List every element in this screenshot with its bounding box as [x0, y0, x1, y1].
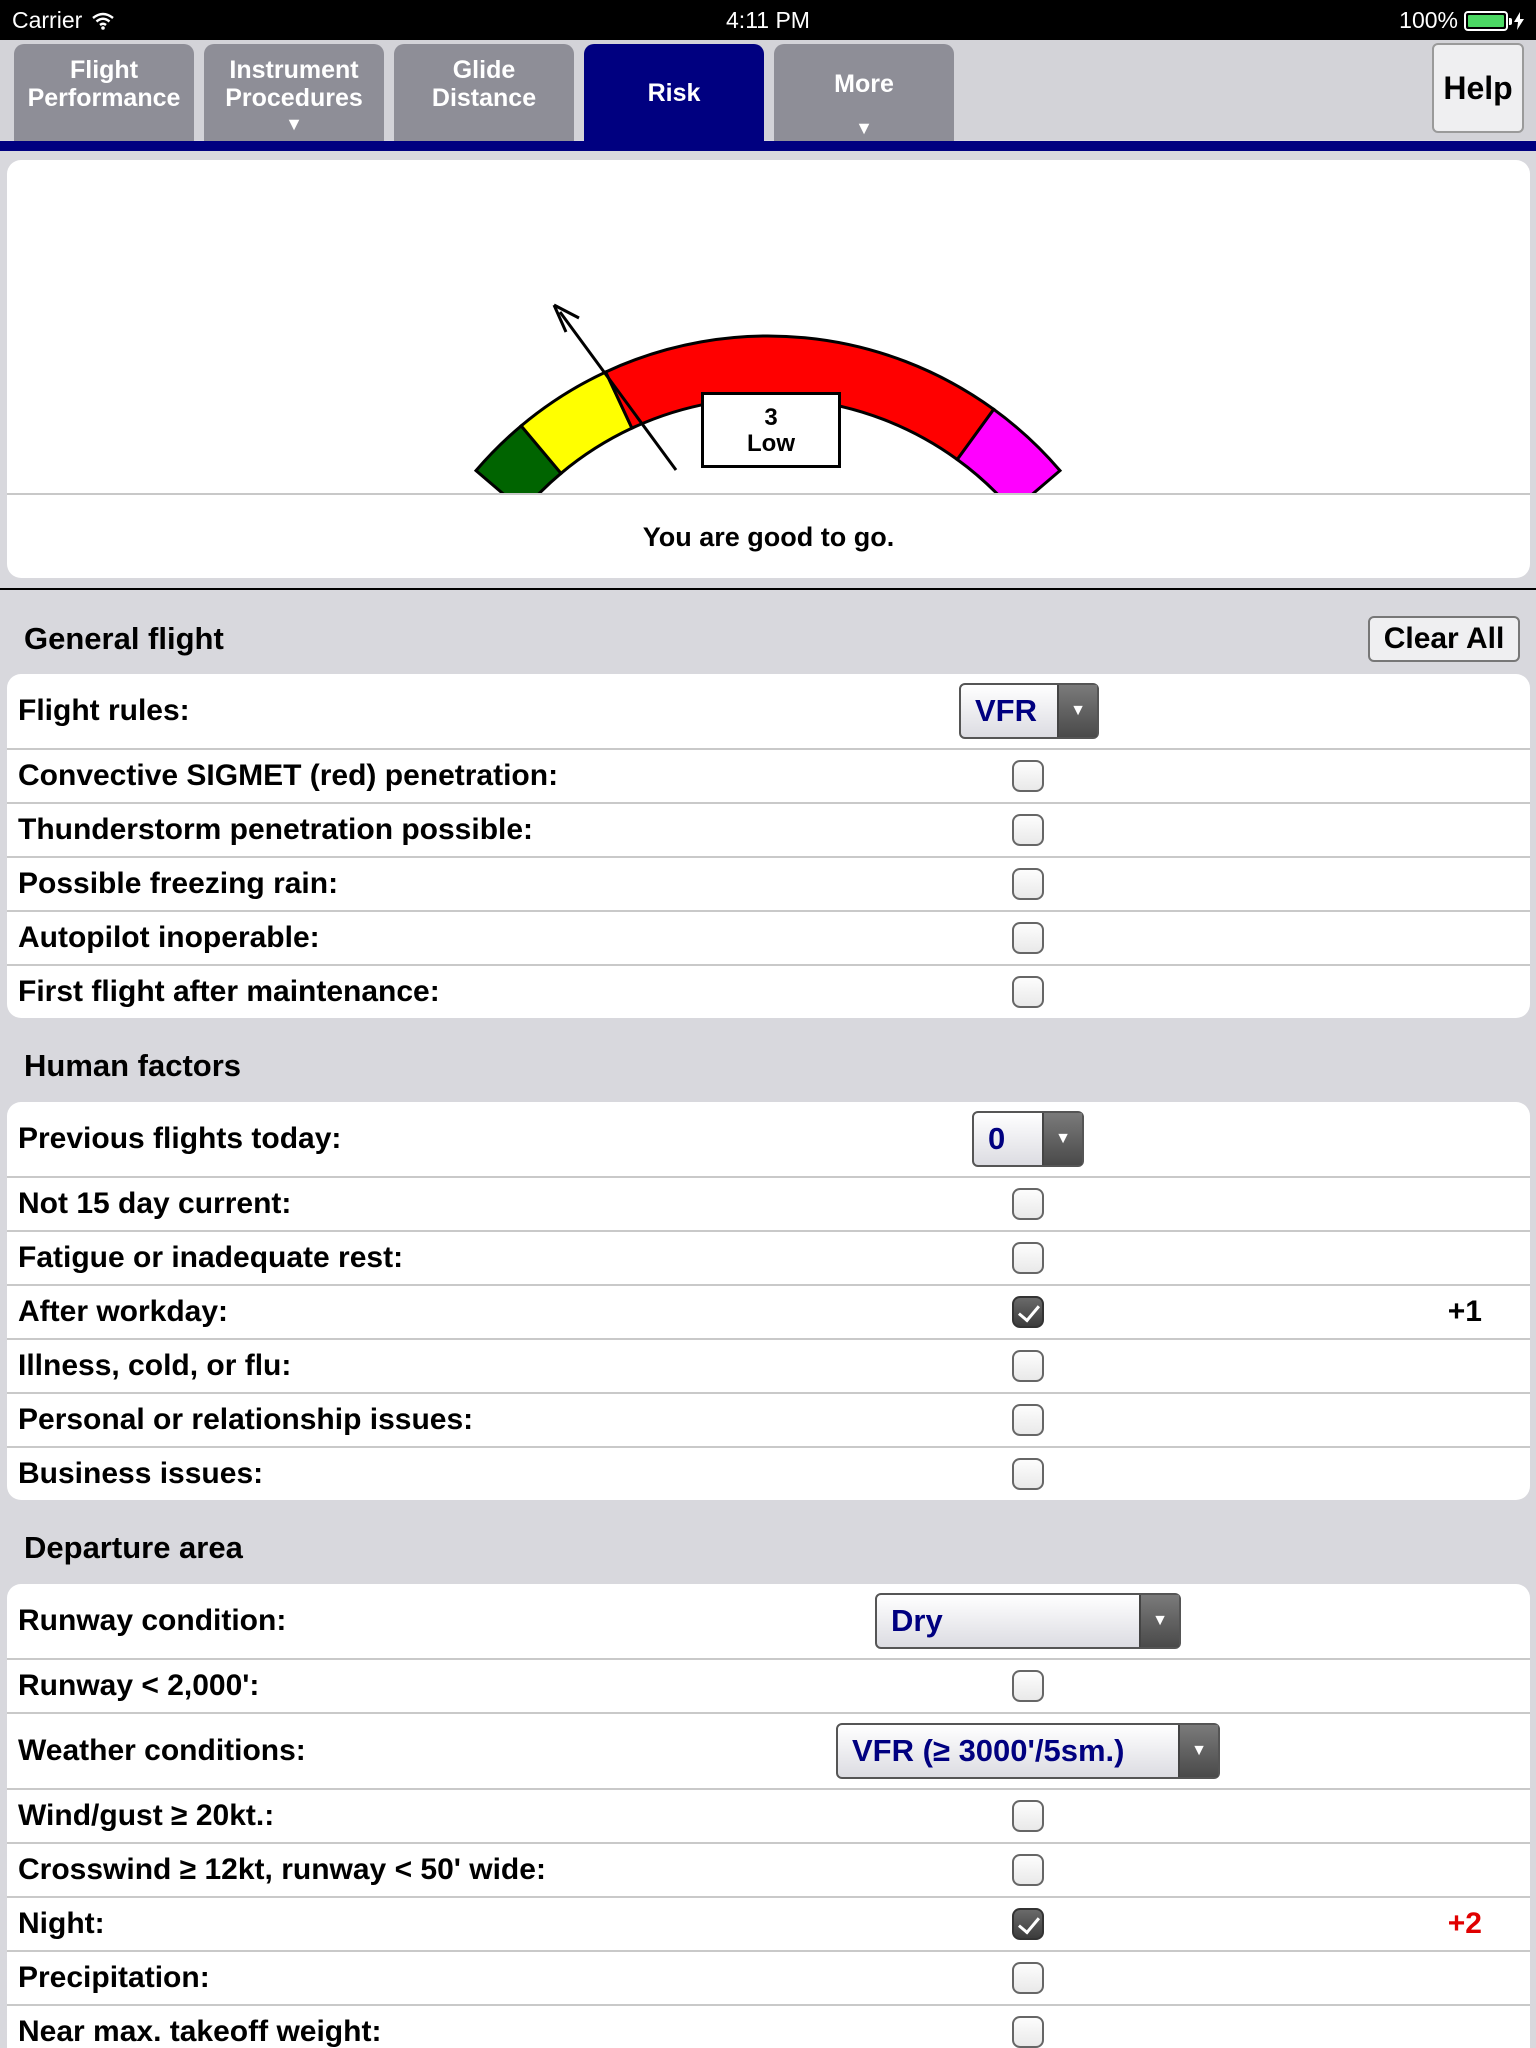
first-flight-checkbox[interactable] [1012, 976, 1044, 1008]
tab-risk[interactable] [584, 44, 764, 142]
first-flight-label: First flight after maintenance: [18, 975, 440, 1008]
risk-gauge-card [7, 160, 1530, 578]
risk-score: 3 [764, 404, 778, 431]
thunderstorm-label: Thunderstorm penetration possible: [18, 813, 534, 846]
illness-checkbox[interactable] [1012, 1350, 1044, 1382]
crosswind-row [7, 1842, 1530, 1896]
section-title-general-flight: General flight [24, 621, 224, 656]
status-bar [0, 0, 1536, 40]
risk-message: You are good to go. [642, 522, 895, 552]
crosswind-checkbox[interactable] [1012, 1854, 1044, 1886]
after-workday-label: After workday: [18, 1295, 229, 1328]
carrier-label: Carrier [12, 7, 83, 33]
battery-status [1399, 7, 1524, 34]
battery-icon [1464, 11, 1508, 31]
wind-gust-checkbox[interactable] [1012, 1800, 1044, 1832]
convective-sigmet-label: Convective SIGMET (red) penetration: [18, 759, 559, 792]
tab-flight-performance[interactable] [14, 44, 194, 142]
runway-condition-label: Runway condition: [18, 1604, 287, 1637]
previous-flights-value: 0 [988, 1121, 1006, 1156]
max-weight-row [7, 2004, 1530, 2048]
divider [0, 588, 1536, 590]
flight-rules-select[interactable] [959, 683, 1099, 739]
tab-glide-distance[interactable] [394, 44, 574, 142]
clear-all-button[interactable]: Clear All [1368, 616, 1520, 662]
autopilot-label: Autopilot inoperable: [18, 921, 320, 954]
freezing-rain-label: Possible freezing rain: [18, 867, 339, 900]
not-current-checkbox[interactable] [1012, 1188, 1044, 1220]
short-runway-label: Runway < 2,000': [18, 1669, 260, 1702]
weather-conditions-label: Weather conditions: [18, 1734, 306, 1767]
thunderstorm-row [7, 802, 1530, 856]
weather-conditions-value: VFR (≥ 3000'/5sm.) [852, 1733, 1125, 1768]
autopilot-checkbox[interactable] [1012, 922, 1044, 954]
illness-label: Illness, cold, or flu: [18, 1349, 292, 1382]
night-label: Night: [18, 1907, 105, 1940]
night-score: +2 [1447, 1907, 1482, 1940]
flight-rules-value: VFR [975, 693, 1037, 728]
section-title-departure-area: Departure area [24, 1530, 243, 1565]
business-issues-checkbox[interactable] [1012, 1458, 1044, 1490]
tab-label: Glide [452, 56, 516, 84]
previous-flights-label: Previous flights today: [18, 1122, 342, 1155]
fatigue-label: Fatigue or inadequate rest: [18, 1241, 404, 1274]
not-current-row [7, 1176, 1530, 1230]
convective-sigmet-checkbox[interactable] [1012, 760, 1044, 792]
convective-sigmet-row [7, 748, 1530, 802]
not-current-label: Not 15 day current: [18, 1187, 292, 1220]
illness-row [7, 1338, 1530, 1392]
clock: 4:11 PM [726, 7, 810, 33]
business-issues-label: Business issues: [18, 1457, 264, 1490]
night-checkbox[interactable] [1012, 1908, 1044, 1940]
human-factors-card [7, 1102, 1530, 1500]
tab-label: Instrument [229, 56, 359, 84]
runway-condition-value: Dry [891, 1603, 943, 1638]
chevron-down-icon: ▼ [1139, 1595, 1179, 1647]
max-weight-checkbox[interactable] [1012, 2016, 1044, 2048]
risk-score-box [701, 392, 841, 468]
tab-label: Procedures [225, 84, 363, 112]
flight-rules-label: Flight rules: [18, 694, 190, 727]
wind-gust-row [7, 1788, 1530, 1842]
departure-area-card [7, 1584, 1530, 2048]
thunderstorm-checkbox[interactable] [1012, 814, 1044, 846]
autopilot-row [7, 910, 1530, 964]
tab-label: Risk [647, 79, 701, 107]
short-runway-row [7, 1658, 1530, 1712]
tab-label: Distance [431, 84, 537, 112]
fatigue-row [7, 1230, 1530, 1284]
tab-label: Performance [27, 84, 181, 112]
runway-condition-select[interactable] [875, 1593, 1181, 1649]
after-workday-checkbox[interactable] [1012, 1296, 1044, 1328]
first-flight-row [7, 964, 1530, 1018]
freezing-rain-checkbox[interactable] [1012, 868, 1044, 900]
battery-percent: 100% [1399, 7, 1458, 33]
tab-label: Flight [69, 56, 139, 84]
precipitation-checkbox[interactable] [1012, 1962, 1044, 1994]
business-issues-row [7, 1446, 1530, 1500]
after-workday-row [7, 1284, 1530, 1338]
help-button[interactable]: Help [1432, 43, 1524, 133]
precipitation-row [7, 1950, 1530, 2004]
flight-rules-row [7, 674, 1530, 748]
general-flight-card [7, 674, 1530, 1018]
personal-issues-label: Personal or relationship issues: [18, 1403, 474, 1436]
personal-issues-checkbox[interactable] [1012, 1404, 1044, 1436]
section-title-human-factors: Human factors [24, 1048, 242, 1083]
tab-more[interactable] [774, 44, 954, 142]
previous-flights-select[interactable] [972, 1111, 1084, 1167]
charging-bolt-icon [1514, 12, 1524, 30]
dropdown-arrow-icon: ▼ [855, 118, 873, 138]
runway-condition-row [7, 1584, 1530, 1658]
chevron-down-icon: ▼ [1178, 1725, 1218, 1777]
short-runway-checkbox[interactable] [1012, 1670, 1044, 1702]
after-workday-score: +1 [1447, 1295, 1482, 1328]
crosswind-label: Crosswind ≥ 12kt, runway < 50' wide: [18, 1853, 546, 1886]
previous-flights-row [7, 1102, 1530, 1176]
weather-conditions-row [7, 1712, 1530, 1788]
fatigue-checkbox[interactable] [1012, 1242, 1044, 1274]
night-row [7, 1896, 1530, 1950]
max-weight-label: Near max. takeoff weight: [18, 2015, 382, 2048]
tab-label: More [834, 70, 894, 98]
freezing-rain-row [7, 856, 1530, 910]
tab-underline [0, 141, 1536, 151]
dropdown-arrow-icon: ▼ [285, 114, 303, 134]
personal-issues-row [7, 1392, 1530, 1446]
chevron-down-icon: ▼ [1042, 1113, 1082, 1165]
wind-gust-label: Wind/gust ≥ 20kt.: [18, 1799, 275, 1832]
weather-conditions-select[interactable] [836, 1723, 1220, 1779]
divider [7, 493, 1530, 495]
tab-instrument-procedures[interactable] [204, 44, 384, 142]
precipitation-label: Precipitation: [18, 1961, 210, 1994]
chevron-down-icon: ▼ [1057, 685, 1097, 737]
risk-level: Low [747, 430, 795, 457]
